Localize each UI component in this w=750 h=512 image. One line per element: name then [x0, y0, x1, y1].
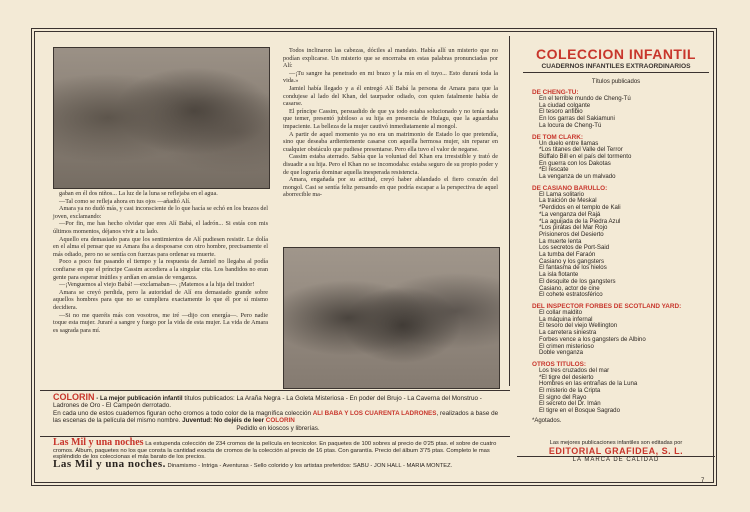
paragraph: Cassim estaba aterrado. Sabía que la voluntad del Khan era irresistible y trató de disuadir a su hija. Pero el Khan no se incomodaba: estaba seguro de su propio poder y de que lograría dominar aquella inesperada resistencia.: [283, 153, 498, 176]
catalog-title: COLECCION INFANTIL: [536, 46, 696, 62]
colorin-juventud: Juventud: No dejéis de leer: [182, 417, 265, 425]
colorin-order: Pedidlo en kioscos y librerías.: [236, 424, 320, 432]
publisher-line: Las mejores publicaciones infantiles son editadas por: [549, 440, 683, 446]
paragraph: —¡Tu sangre ha penetrado en mi brazo y la mía en el tuyo... Esto durará toda la vida.»: [283, 69, 498, 85]
catalog-item: *La venganza del Rajá: [539, 210, 601, 218]
catalog-item: Búffalo Bill en el país del tormento: [539, 152, 632, 160]
section-title: DE CASIANO BARULLO:: [532, 184, 608, 192]
middle-column-text: [283, 47, 498, 199]
colorin-titles: títulos publicados: La Araña Negra - La Goleta Misteriosa - En poder del Brujo - La Caverna del Monstruo - Ladrones de Oro - El Campeón derrotado.: [53, 395, 482, 410]
paragraph: Poco a poco fue pasando el tiempo y la respuesta de Jamiel no llegaba al podía confiarse en que el príncipe Cassim accediera a la singular cita. Los bandidos no eran gente para esperar inútiles y ardían en ansias de venganza.: [53, 258, 268, 281]
catalog-item: La tumba del Faraón: [539, 251, 596, 259]
publisher-tag: LA MARCA DE CALIDAD: [517, 456, 715, 463]
catalog-section: [532, 303, 715, 357]
catalog-item: La isla flotante: [539, 271, 579, 279]
photo-characters: [283, 247, 500, 389]
catalog-item: La carretera siniestra: [539, 329, 597, 337]
catalog-item: El secreto del Dr. Imán: [539, 400, 601, 408]
catalog-item: El tesoro del viejo Wellington: [539, 322, 618, 330]
mil-noches-desc: La estupenda colección de 234 cromos de la película en tecnicolor. En paquetes de 100 sobres al precio de 0'25 ptas. el sobre de cuatro cromos. Álbum, paquetes no los que consta la cantidad exacta de cromos de la colección al precio de 16 ptas. Con garantía. Precio del álbum 3'75 ptas. Completo le mas espléndido de los coleccionas el más barato de los precios.: [53, 441, 497, 461]
catalog-item: *Los titanes del Valle del Terror: [539, 146, 623, 154]
catalog-item: La locura de Cheng-Tú: [539, 121, 602, 129]
catalog-item: Prisioneros del Desierto: [539, 230, 604, 238]
catalog-item: Casiano, actor de cine: [539, 284, 600, 292]
section-title: DE TOM CLARK:: [532, 133, 584, 141]
catalog-item: La venganza de un malvado: [539, 173, 616, 181]
catalog-item: La máquina infernal: [539, 315, 593, 323]
colorin-brand: COLORIN: [53, 392, 95, 402]
catalog-item: La traición de Meskal: [539, 197, 597, 205]
catalog-section: [532, 89, 715, 130]
catalog-panel: [517, 36, 715, 424]
paragraph: —¡Venguemos al viejo Babá! —exclamaban—. ¡Matemos a la hija del traidor!: [59, 281, 255, 289]
mil-noches-big: Las Mil y una noches.: [53, 457, 166, 470]
colorin-ad: [53, 394, 503, 432]
mil-noches-head: Las Mil y una noches: [53, 437, 144, 448]
catalog-item: En los garras del Sakiamuni: [539, 115, 615, 123]
catalog-item: El crimen misterioso: [539, 342, 594, 350]
catalog-item: Doble venganza: [539, 349, 584, 357]
catalog-item: *El tigre del desierto: [539, 373, 594, 381]
publisher-name: EDITORIAL GRAFIDEA, S. L.: [548, 446, 684, 456]
mil-noches-ad: [53, 437, 505, 470]
catalog-item: Un duelo entre llamas: [539, 139, 599, 147]
paragraph: El príncipe Cassim, persuadido de que ya todo estaba solucionado y no tenía nada que temer, presentó jubiloso a su hija en presencia de Hulagu, que la aguardaba impaciente. La belleza de la mujer cautivó inmediatamente al mongol.: [283, 107, 498, 130]
paragraph: Amara, engañada por su actitud, creyó haber ablandado el fiero corazón del mongol. Casi se sentía feliz pensando en que podría escapar a la perspectiva de aquel aborrecible ma-: [283, 176, 498, 199]
catalog-sections: [517, 89, 715, 415]
catalog-item: *La aguijada de la Piedra Azul: [539, 217, 621, 225]
paragraph: Aquello era demasiado para que los sentimientos de Alí pudiesen resistir. Le dolía en el alma el pensar que su Amara iba a desposarse con otro hombre, precisamente el más odiado, pero no se sentía con fuerzas para ordenar su muerte.: [53, 235, 268, 258]
catalog-item: Forbes vence a los gangsters de Albino: [539, 335, 646, 343]
paragraph: Todos inclinaron las cabezas, dóciles al mandato. Había allí un misterio que no podían explicarse. Un misterio que se encerraba en estas palabras pronunciadas por Alí:: [283, 47, 498, 70]
left-column-text: [53, 190, 268, 334]
paragraph: gaban en él dos niños... La luz de la luna se reflejaba en el agua.: [59, 190, 218, 197]
catalog-section: [532, 185, 715, 299]
published-label: Títulos publicados: [591, 79, 641, 85]
catalog-item: Hombres en las entrañas de la Luna: [539, 380, 638, 388]
catalog-item: El collar maldito: [539, 308, 583, 316]
catalog-item: El tesoro anfibio: [539, 108, 583, 116]
agotados-note: *Agotados.: [532, 417, 562, 424]
catalog-item: El cohete estratosférico: [539, 291, 603, 299]
catalog-item: *Perdidos en el templo de Kali: [539, 204, 621, 212]
catalog-item: El Lama solitario: [539, 190, 585, 198]
section-title: DE CHENG-TU:: [532, 89, 579, 96]
paragraph: Amara se creyó perdida, pero la autoridad de Alí era demasiado grande sobre aquellos hombres para que no se cumpliera exactamente lo que él por sí mismo decidiera.: [53, 288, 268, 311]
catalog-item: *El rescate: [539, 166, 569, 174]
catalog-subtitle: CUADERNOS INFANTILES EXTRAORDINARIOS: [523, 63, 709, 73]
colorin-body: En cada uno de estos cuadernos figuran ocho cromos a todo color de la magnífica colección: [53, 409, 311, 417]
paragraph: A partir de aquel momento ya no era un matrimonio de Estado lo que pretendía, sino que deseaba ardientemente casarse con aquella hermosa mujer, sin reparar en cualquier obstáculo que pudiese presentarse. Pero ella tuvo el valor de negarse.: [283, 130, 498, 153]
publisher-footer: [517, 440, 715, 463]
catalog-item: El misterio de la Cripta: [539, 387, 601, 395]
catalog-item: Los secretos de Port-Said: [539, 244, 610, 252]
catalog-item: Casiano y los gangsters: [539, 257, 605, 265]
catalog-item: El signo del Rayo: [539, 393, 587, 401]
catalog-item: La ciudad colgante: [539, 101, 591, 109]
colorin-juventud-brand: COLORIN: [265, 417, 295, 425]
mil-noches-credits: Dinamismo - Intriga - Aventuras - Sello colorido y los artistas preferidos: SABU - JON HALL - MARIA MONTEZ.: [167, 462, 453, 469]
colorin-body2: , realizados a base de las escenas de la película del mismo nombre.: [53, 409, 499, 425]
page-number: 7: [701, 478, 705, 484]
paragraph: —Si no me queréis más con vosotros, me iré —dijo con energía—. Pero nadie toque esta mujer. Juraré a sangre y fuego por la vida de esta mujer. La vida de Amara es sagrada para mí.: [53, 311, 268, 334]
paragraph: —Por fin, me has hecho olvidar que eres Alí Babá, el ladrón... Si estás con mis últimos momentos, déjanos vivir a tu lado.: [53, 220, 268, 235]
colorin-red-title: ALI BABA Y LOS CUARENTA LADRONES: [312, 409, 437, 417]
paragraph: —Tal como se refleja ahora en tus ojos —añadió Alí.: [59, 197, 191, 205]
catalog-item: *Los piratas del Mar Rojo: [539, 224, 608, 232]
catalog-section: [532, 134, 715, 181]
paragraph: Amara ya no dudó más, y casi inconsciente de lo que hacía se echó en los brazos del joven, exclamando:: [53, 205, 268, 220]
section-title: DEL INSPECTOR FORBES DE SCOTLAND YARD:: [532, 302, 682, 310]
catalog-item: El tigre en el Bosque Sagrado: [539, 407, 620, 415]
catalog-item: El fantasma de los hielos: [539, 264, 607, 272]
catalog-item: En guerra con los Dakotas: [539, 159, 611, 167]
catalog-section: [532, 361, 715, 415]
photo-bandits: [53, 47, 270, 189]
catalog-item: El desquite de los gangsters: [539, 277, 616, 285]
colorin-tagline: - La mejor publicación infantil: [96, 395, 183, 402]
section-title: OTROS TITULOS:: [532, 360, 586, 368]
catalog-item: En el terrible mundo de Cheng-Tú: [539, 95, 631, 102]
catalog-item: La muerte lenta: [539, 237, 582, 245]
catalog-item: Los tres cruzados del mar: [539, 366, 610, 374]
divider-line: [40, 390, 510, 391]
column-divider: [509, 36, 510, 386]
paragraph: Jamiel había llegado y a él entregó Alí Babá la persona de Amara para que la condujese al lado del Khan, del taurpador odiado, con quien fatalmente había de casarse.: [283, 84, 498, 108]
